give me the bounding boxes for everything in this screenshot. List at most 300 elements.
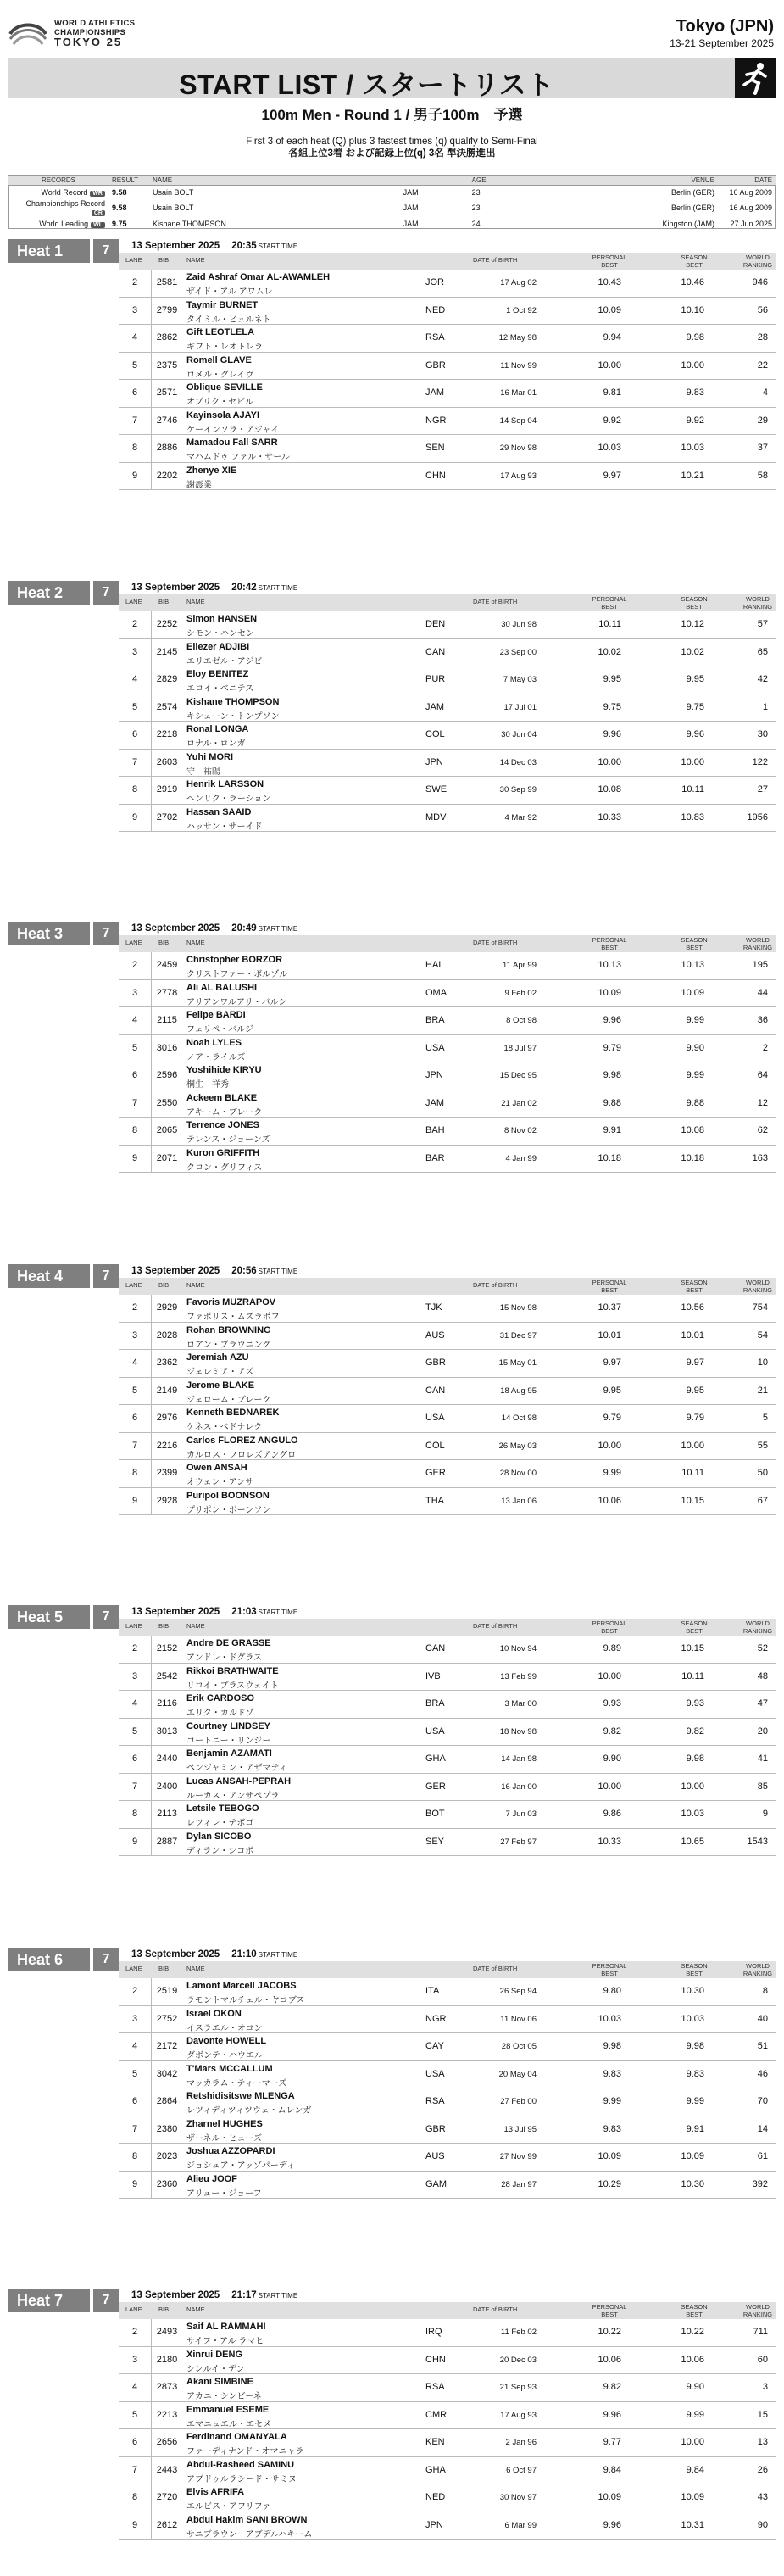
lane-divider xyxy=(151,408,152,435)
heat-entry-count: 7 xyxy=(93,581,119,605)
athlete-name: Carlos FLOREZ ANGULO xyxy=(186,1435,298,1446)
athlete-lane: 9 xyxy=(131,1495,138,1506)
athlete-name-katakana: ジョシュア・アッゾパーディ xyxy=(186,2161,295,2171)
athlete-name-katakana: アカニ・シンビーネ xyxy=(186,2392,262,2401)
record-date xyxy=(718,198,776,217)
athlete-lane: 3 xyxy=(131,1670,138,1681)
athlete-lane: 8 xyxy=(131,1468,138,1478)
record-label xyxy=(8,186,108,199)
heat-date: 13 September 2025 xyxy=(131,1607,220,1617)
athlete-bib: 2829 xyxy=(156,674,178,684)
record-result xyxy=(108,217,149,230)
lane-divider xyxy=(151,805,152,832)
col-pb: PERSONAL BEST xyxy=(592,1620,627,1635)
col-dob: DATE of BIRTH xyxy=(473,598,518,605)
col-name: NAME xyxy=(186,256,205,264)
lane-divider xyxy=(151,1664,152,1691)
athlete-personal-best: 9.95 xyxy=(603,1385,621,1396)
athlete-personal-best: 9.79 xyxy=(603,1042,621,1053)
athlete-bib: 2172 xyxy=(156,2041,178,2051)
athlete-season-best: 10.03 xyxy=(681,2013,704,2024)
athlete-bib: 2362 xyxy=(156,1358,178,1368)
athlete-world-ranking: 37 xyxy=(757,443,768,453)
athlete-personal-best: 9.92 xyxy=(603,415,621,426)
athlete-world-ranking: 22 xyxy=(757,360,768,371)
col-pb: PERSONAL BEST xyxy=(592,936,627,951)
athlete-lane: 3 xyxy=(131,987,138,998)
lane-divider xyxy=(151,2144,152,2171)
athlete-world-ranking: 43 xyxy=(757,2492,768,2502)
athlete-personal-best: 9.94 xyxy=(603,332,621,343)
athlete-date-of-birth: 21 Sep 93 xyxy=(499,2383,537,2392)
athlete-date-of-birth: 11 Nov 99 xyxy=(500,360,537,371)
lane-divider xyxy=(151,1460,152,1487)
athlete-country: GBR xyxy=(425,360,446,371)
heat-column-header xyxy=(119,253,776,270)
lane-divider xyxy=(151,1488,152,1515)
athlete-bib: 2202 xyxy=(156,470,178,481)
athlete-name: Zaid Ashraf Omar AL-AWAMLEH xyxy=(186,272,331,282)
heat-start-list xyxy=(119,611,776,832)
athlete-season-best: 10.02 xyxy=(681,646,704,657)
athlete-lane: 3 xyxy=(131,2013,138,2024)
athlete-row xyxy=(119,2347,776,2375)
record-label xyxy=(8,217,108,230)
athlete-season-best: 10.00 xyxy=(681,756,704,767)
athlete-name: Taymir BURNET xyxy=(186,299,259,310)
athlete-bib: 2216 xyxy=(156,1440,178,1451)
athlete-date-of-birth: 23 Sep 00 xyxy=(499,647,537,657)
athlete-date-of-birth: 11 Apr 99 xyxy=(503,961,537,970)
athlete-country: RSA xyxy=(425,2096,445,2106)
athlete-season-best: 10.12 xyxy=(681,619,704,629)
start-list-banner xyxy=(8,58,776,98)
athlete-season-best: 9.75 xyxy=(686,701,704,712)
lane-divider xyxy=(151,1978,152,2005)
athlete-name: Owen ANSAH xyxy=(186,1463,247,1473)
col-bib: BIB xyxy=(158,2306,170,2313)
event-title: 100m Men - Round 1 / 男子100m 予選 xyxy=(261,107,523,123)
lane-divider xyxy=(151,1007,152,1034)
athlete-country: CMR xyxy=(425,2409,448,2420)
athlete-world-ranking: 1956 xyxy=(747,811,768,822)
athlete-world-ranking: 48 xyxy=(757,1670,768,1681)
athlete-personal-best: 10.00 xyxy=(598,1440,621,1451)
col-bib: BIB xyxy=(158,939,170,946)
athlete-bib: 2152 xyxy=(156,1643,178,1653)
athlete-country: NGR xyxy=(425,415,447,426)
athlete-row xyxy=(119,611,776,639)
athlete-date-of-birth: 6 Oct 97 xyxy=(506,2465,537,2475)
athlete-world-ranking: 58 xyxy=(757,470,768,481)
athlete-season-best: 10.13 xyxy=(681,960,704,970)
athlete-name: Puripol BOONSON xyxy=(186,1490,270,1501)
record-holder xyxy=(149,186,400,199)
athlete-lane: 5 xyxy=(131,1042,138,1053)
athlete-personal-best: 10.33 xyxy=(598,811,621,822)
heat-start-time: 20:42 xyxy=(231,583,257,593)
athlete-name-katakana: アキーム・ブレーク xyxy=(186,1107,263,1118)
athlete-season-best: 10.65 xyxy=(681,1836,704,1847)
athlete-personal-best: 9.96 xyxy=(603,2519,621,2530)
athlete-season-best: 9.84 xyxy=(686,2464,704,2475)
athlete-personal-best: 9.79 xyxy=(603,1413,621,1423)
athlete-season-best: 10.00 xyxy=(681,1440,704,1451)
lane-divider xyxy=(151,1433,152,1460)
athlete-country: GHA xyxy=(425,1754,446,1764)
athlete-world-ranking: 20 xyxy=(757,1726,768,1737)
athlete-personal-best: 9.96 xyxy=(603,729,621,739)
athlete-season-best: 9.99 xyxy=(686,2409,704,2420)
athlete-date-of-birth: 27 Nov 99 xyxy=(499,2152,537,2161)
athlete-date-of-birth: 26 May 03 xyxy=(498,1441,537,1451)
athlete-world-ranking: 62 xyxy=(757,1125,768,1135)
page-title: START LIST / スタートリスト xyxy=(179,70,554,100)
athlete-name: Romell GLAVE xyxy=(186,354,252,365)
athlete-season-best: 10.11 xyxy=(681,784,704,795)
lane-divider xyxy=(151,1829,152,1856)
athlete-bib: 2443 xyxy=(156,2464,178,2475)
athlete-date-of-birth: 21 Jan 02 xyxy=(501,1098,537,1108)
lane-divider xyxy=(151,1350,152,1377)
lane-divider xyxy=(151,952,152,979)
record-result-text: 9.75 xyxy=(112,219,127,228)
athlete-date-of-birth: 6 Mar 99 xyxy=(504,2520,537,2530)
athlete-lane: 5 xyxy=(131,1726,138,1737)
athlete-row xyxy=(119,1460,776,1488)
records-col-age: AGE xyxy=(469,176,535,186)
athlete-name-katakana: ギフト・レオトレラ xyxy=(186,343,263,352)
athlete-world-ranking: 42 xyxy=(757,674,768,684)
athlete-date-of-birth: 17 Jul 01 xyxy=(503,702,537,712)
athlete-row xyxy=(119,1801,776,1829)
athlete-personal-best: 9.95 xyxy=(603,674,621,684)
athlete-name: Henrik LARSSON xyxy=(186,779,264,789)
athlete-bib: 2213 xyxy=(156,2409,178,2420)
athlete-personal-best: 9.90 xyxy=(603,1754,621,1764)
athlete-name-katakana: ケーインソラ・アジャイ xyxy=(186,425,280,435)
logo-text xyxy=(54,19,135,47)
championships-logo xyxy=(8,15,212,53)
col-sb: SEASON BEST xyxy=(681,595,708,611)
record-nat xyxy=(400,217,469,230)
athlete-season-best: 9.83 xyxy=(686,388,704,398)
start-time-label: START TIME xyxy=(258,584,298,592)
logo-line-1: WORLD ATHLETICS xyxy=(54,19,136,28)
athlete-personal-best: 9.98 xyxy=(603,2041,621,2051)
athlete-name-katakana: マハムドゥ ファル・サール xyxy=(186,453,291,462)
col-wr: WORLD RANKING xyxy=(742,254,773,269)
record-nat-text: JAM xyxy=(403,187,419,197)
athlete-world-ranking: 2 xyxy=(762,1042,768,1053)
athlete-name-katakana: ヘンリク・ラーション xyxy=(186,795,271,804)
athlete-bib: 2400 xyxy=(156,1781,178,1792)
records-col-nat xyxy=(400,176,469,186)
heat-label: Heat 6 xyxy=(8,1948,90,1971)
athlete-lane: 4 xyxy=(131,1698,138,1709)
athlete-personal-best: 10.09 xyxy=(598,2492,621,2502)
athlete-date-of-birth: 11 Feb 02 xyxy=(500,2328,537,2337)
col-bib: BIB xyxy=(158,1622,170,1630)
heat-date-time xyxy=(131,1266,297,1276)
athlete-season-best: 10.18 xyxy=(681,1152,704,1163)
athlete-personal-best: 9.88 xyxy=(603,1097,621,1108)
col-name: NAME xyxy=(186,2306,205,2313)
athlete-world-ranking: 122 xyxy=(752,756,768,767)
athlete-season-best: 9.90 xyxy=(686,2382,704,2392)
athlete-date-of-birth: 7 Jun 03 xyxy=(505,1809,537,1819)
athlete-lane: 9 xyxy=(131,811,138,822)
record-label-text: World Leading xyxy=(39,219,89,228)
athlete-lane: 9 xyxy=(131,1152,138,1163)
heat-column-header xyxy=(119,2302,776,2319)
athlete-personal-best: 10.09 xyxy=(598,987,621,998)
record-result-text: 9.58 xyxy=(112,204,127,212)
athlete-world-ranking: 46 xyxy=(757,2068,768,2079)
athlete-row xyxy=(119,1146,776,1174)
athlete-row xyxy=(119,1035,776,1063)
record-date xyxy=(718,186,776,199)
heat-start-list xyxy=(119,2319,776,2540)
athlete-row xyxy=(119,1323,776,1351)
athlete-name-katakana: コートニー・リンジー xyxy=(186,1736,271,1746)
athlete-country: IVB xyxy=(425,1670,441,1681)
athlete-bib: 2115 xyxy=(157,1015,177,1025)
athlete-name-katakana: 守 祐陽 xyxy=(186,767,220,777)
athlete-date-of-birth: 7 May 03 xyxy=(503,675,537,684)
athlete-world-ranking: 392 xyxy=(752,2178,768,2189)
col-dob: DATE of BIRTH xyxy=(473,1622,518,1630)
athlete-season-best: 9.83 xyxy=(686,2068,704,2079)
athlete-row xyxy=(119,270,776,298)
athlete-name: Lucas ANSAH-PEPRAH xyxy=(186,1776,292,1787)
record-result-text: 9.58 xyxy=(112,187,127,197)
record-holder-text: Usain BOLT xyxy=(153,204,194,212)
athlete-lane: 8 xyxy=(131,1809,138,1819)
athlete-row xyxy=(119,694,776,722)
athlete-name: Kayinsola AJAYI xyxy=(186,410,260,421)
lane-divider xyxy=(151,2088,152,2116)
athlete-name-katakana: アンドレ・ドグラス xyxy=(186,1653,263,1663)
athlete-world-ranking: 26 xyxy=(757,2464,768,2475)
col-name: NAME xyxy=(186,1281,205,1289)
athlete-country: COL xyxy=(425,1440,445,1451)
athlete-personal-best: 10.00 xyxy=(598,360,621,371)
lane-divider xyxy=(151,1774,152,1801)
athlete-lane: 3 xyxy=(131,304,138,315)
col-lane: LANE xyxy=(125,939,142,946)
athlete-lane: 6 xyxy=(131,1413,138,1423)
athlete-season-best: 10.21 xyxy=(681,470,704,481)
athlete-lane: 2 xyxy=(131,277,138,287)
athlete-date-of-birth: 8 Oct 98 xyxy=(506,1016,537,1025)
record-nat xyxy=(400,186,469,199)
athlete-date-of-birth: 16 Jan 00 xyxy=(501,1781,537,1792)
record-nat xyxy=(400,198,469,217)
athlete-lane: 8 xyxy=(131,443,138,453)
athlete-lane: 8 xyxy=(131,1125,138,1135)
athlete-name: Noah LYLES xyxy=(186,1037,242,1048)
athlete-world-ranking: 50 xyxy=(757,1468,768,1478)
lane-divider xyxy=(151,2402,152,2429)
athlete-name-katakana: プリポン・ボーンソン xyxy=(186,1505,271,1515)
records-col-records: RECORDS xyxy=(8,176,108,186)
athlete-season-best: 10.46 xyxy=(681,277,704,287)
athlete-name: Benjamin AZAMATI xyxy=(186,1748,272,1759)
logo-line-2: CHAMPIONSHIPS xyxy=(54,28,126,37)
athlete-bib: 2375 xyxy=(156,360,178,371)
athlete-personal-best: 9.99 xyxy=(603,2096,621,2106)
record-age xyxy=(469,186,535,199)
qualification-rules xyxy=(0,136,784,159)
athlete-row xyxy=(119,1978,776,2006)
athlete-date-of-birth: 9 Feb 02 xyxy=(504,988,537,998)
athlete-name-katakana: カルロス・フロレズアングロ xyxy=(186,1450,297,1460)
heat-start-list xyxy=(119,1636,776,1856)
athlete-personal-best: 10.09 xyxy=(598,304,621,315)
athlete-world-ranking: 9 xyxy=(762,1809,768,1819)
athlete-row xyxy=(119,1405,776,1433)
heat-label: Heat 5 xyxy=(8,1605,90,1629)
athlete-name: Kenneth BEDNAREK xyxy=(186,1408,280,1418)
athlete-season-best: 10.00 xyxy=(681,1781,704,1792)
athlete-date-of-birth: 27 Feb 00 xyxy=(500,2097,537,2106)
athlete-country: USA xyxy=(425,1042,445,1053)
heat-column-header xyxy=(119,1961,776,1978)
records-col-name: NAME xyxy=(149,176,400,186)
athlete-name: Favoris MUZRAPOV xyxy=(186,1297,276,1308)
athlete-date-of-birth: 20 May 04 xyxy=(498,2069,537,2079)
athlete-name-katakana: サニブラウン アブデルハキーム xyxy=(186,2529,313,2540)
athlete-personal-best: 10.09 xyxy=(598,2151,621,2161)
athlete-name-katakana: レツィレ・テボゴ xyxy=(186,1819,254,1828)
athlete-date-of-birth: 28 Oct 05 xyxy=(501,2042,537,2051)
athlete-country: CHN xyxy=(425,2354,446,2365)
athlete-date-of-birth: 13 Jan 06 xyxy=(501,1496,537,1506)
heat-date-time xyxy=(131,1949,297,1960)
athlete-bib: 2919 xyxy=(156,784,178,795)
athlete-row xyxy=(119,2088,776,2116)
athlete-date-of-birth: 14 Oct 98 xyxy=(501,1413,537,1423)
start-time-label: START TIME xyxy=(258,1268,298,1275)
lane-divider xyxy=(151,1062,152,1090)
athlete-name: Terrence JONES xyxy=(186,1120,260,1130)
athlete-bib: 2862 xyxy=(156,332,178,343)
athlete-name-katakana: ファボリス・ムズラポフ xyxy=(186,1313,280,1322)
athlete-season-best: 9.91 xyxy=(686,2123,704,2134)
heat-entry-count: 7 xyxy=(93,239,119,263)
athlete-lane: 5 xyxy=(131,2409,138,2420)
col-lane: LANE xyxy=(125,256,142,264)
athlete-row xyxy=(119,777,776,805)
athlete-country: USA xyxy=(425,1413,445,1423)
athlete-world-ranking: 36 xyxy=(757,1015,768,1025)
athlete-personal-best: 9.96 xyxy=(603,2409,621,2420)
record-label xyxy=(8,198,108,217)
athlete-name: Elvis AFRIFA xyxy=(186,2487,245,2497)
lane-divider xyxy=(151,2484,152,2512)
athlete-world-ranking: 10 xyxy=(757,1358,768,1368)
col-wr: WORLD RANKING xyxy=(742,1620,773,1635)
athlete-name: Gift LEOTLELA xyxy=(186,327,255,337)
athlete-name: Dylan SICOBO xyxy=(186,1831,252,1842)
athlete-name: Erik CARDOSO xyxy=(186,1693,255,1703)
lane-divider xyxy=(151,2319,152,2346)
athlete-country: GBR xyxy=(425,2123,446,2134)
records-col-venue: VENUE xyxy=(534,176,718,186)
athlete-country: BRA xyxy=(425,1015,445,1025)
athlete-name-katakana: ディラン・シコボ xyxy=(186,1846,254,1856)
championship-dates: 13-21 September 2025 xyxy=(670,37,774,49)
athlete-lane: 3 xyxy=(131,2354,138,2365)
col-lane: LANE xyxy=(125,1281,142,1289)
athlete-row xyxy=(119,2116,776,2144)
athlete-lane: 6 xyxy=(131,1070,138,1080)
athlete-bib: 2180 xyxy=(156,2354,178,2365)
athlete-name-katakana: ノア・ライルズ xyxy=(186,1052,246,1062)
athlete-lane: 8 xyxy=(131,784,138,795)
athlete-lane: 9 xyxy=(131,2519,138,2530)
athlete-date-of-birth: 16 Mar 01 xyxy=(500,388,537,398)
athlete-country: JPN xyxy=(425,756,443,767)
lane-divider xyxy=(151,2429,152,2456)
athlete-lane: 7 xyxy=(131,1097,138,1108)
athlete-row xyxy=(119,1719,776,1747)
athlete-lane: 4 xyxy=(131,2041,138,2051)
athlete-season-best: 10.00 xyxy=(681,360,704,371)
athlete-name-katakana: ファーディナンド・オマニャラ xyxy=(186,2447,304,2456)
lane-divider xyxy=(151,1118,152,1145)
athlete-date-of-birth: 28 Jan 97 xyxy=(501,2179,537,2189)
athlete-name: Retshidisitswe MLENGA xyxy=(186,2091,295,2101)
athlete-world-ranking: 13 xyxy=(757,2437,768,2447)
athlete-season-best: 9.82 xyxy=(686,1726,704,1737)
athlete-bib: 2519 xyxy=(156,1986,178,1996)
athlete-name-katakana: ラモントマルチェル・ヤコブス xyxy=(186,1996,305,2005)
athlete-name: Rohan BROWNING xyxy=(186,1324,271,1335)
globe-logo-icon xyxy=(8,19,47,49)
athlete-name: Joshua AZZOPARDI xyxy=(186,2146,275,2156)
lane-divider xyxy=(151,1719,152,1746)
athlete-row xyxy=(119,353,776,381)
athlete-bib: 2149 xyxy=(156,1385,178,1396)
sprinter-pictogram-icon xyxy=(735,58,776,98)
athlete-world-ranking: 14 xyxy=(757,2123,768,2134)
athlete-personal-best: 9.97 xyxy=(603,1358,621,1368)
athlete-name-katakana: ベンジャミン・アザマティ xyxy=(186,1764,287,1773)
lane-divider xyxy=(151,639,152,666)
heat-column-header xyxy=(119,1619,776,1636)
athlete-row xyxy=(119,639,776,667)
athlete-bib: 3016 xyxy=(156,1042,178,1053)
athlete-row xyxy=(119,750,776,778)
record-date-text: 16 Aug 2009 xyxy=(729,187,772,197)
athlete-bib: 2799 xyxy=(156,304,178,315)
athlete-name: Akani SIMBINE xyxy=(186,2377,253,2387)
heat-start-time: 20:35 xyxy=(231,241,257,251)
athlete-lane: 5 xyxy=(131,701,138,712)
athlete-season-best: 10.09 xyxy=(681,2151,704,2161)
athlete-name-katakana: 謝震業 xyxy=(186,480,212,490)
athlete-name: Christopher BORZOR xyxy=(186,955,283,965)
col-lane: LANE xyxy=(125,598,142,605)
heat-entry-count: 7 xyxy=(93,1605,119,1629)
athlete-name-katakana: リコイ・ブラスウェイト xyxy=(186,1681,279,1691)
athlete-name: Jeremiah AZU xyxy=(186,1352,249,1363)
athlete-season-best: 10.15 xyxy=(681,1495,704,1506)
athlete-lane: 3 xyxy=(131,646,138,657)
athlete-bib: 2218 xyxy=(156,729,178,739)
